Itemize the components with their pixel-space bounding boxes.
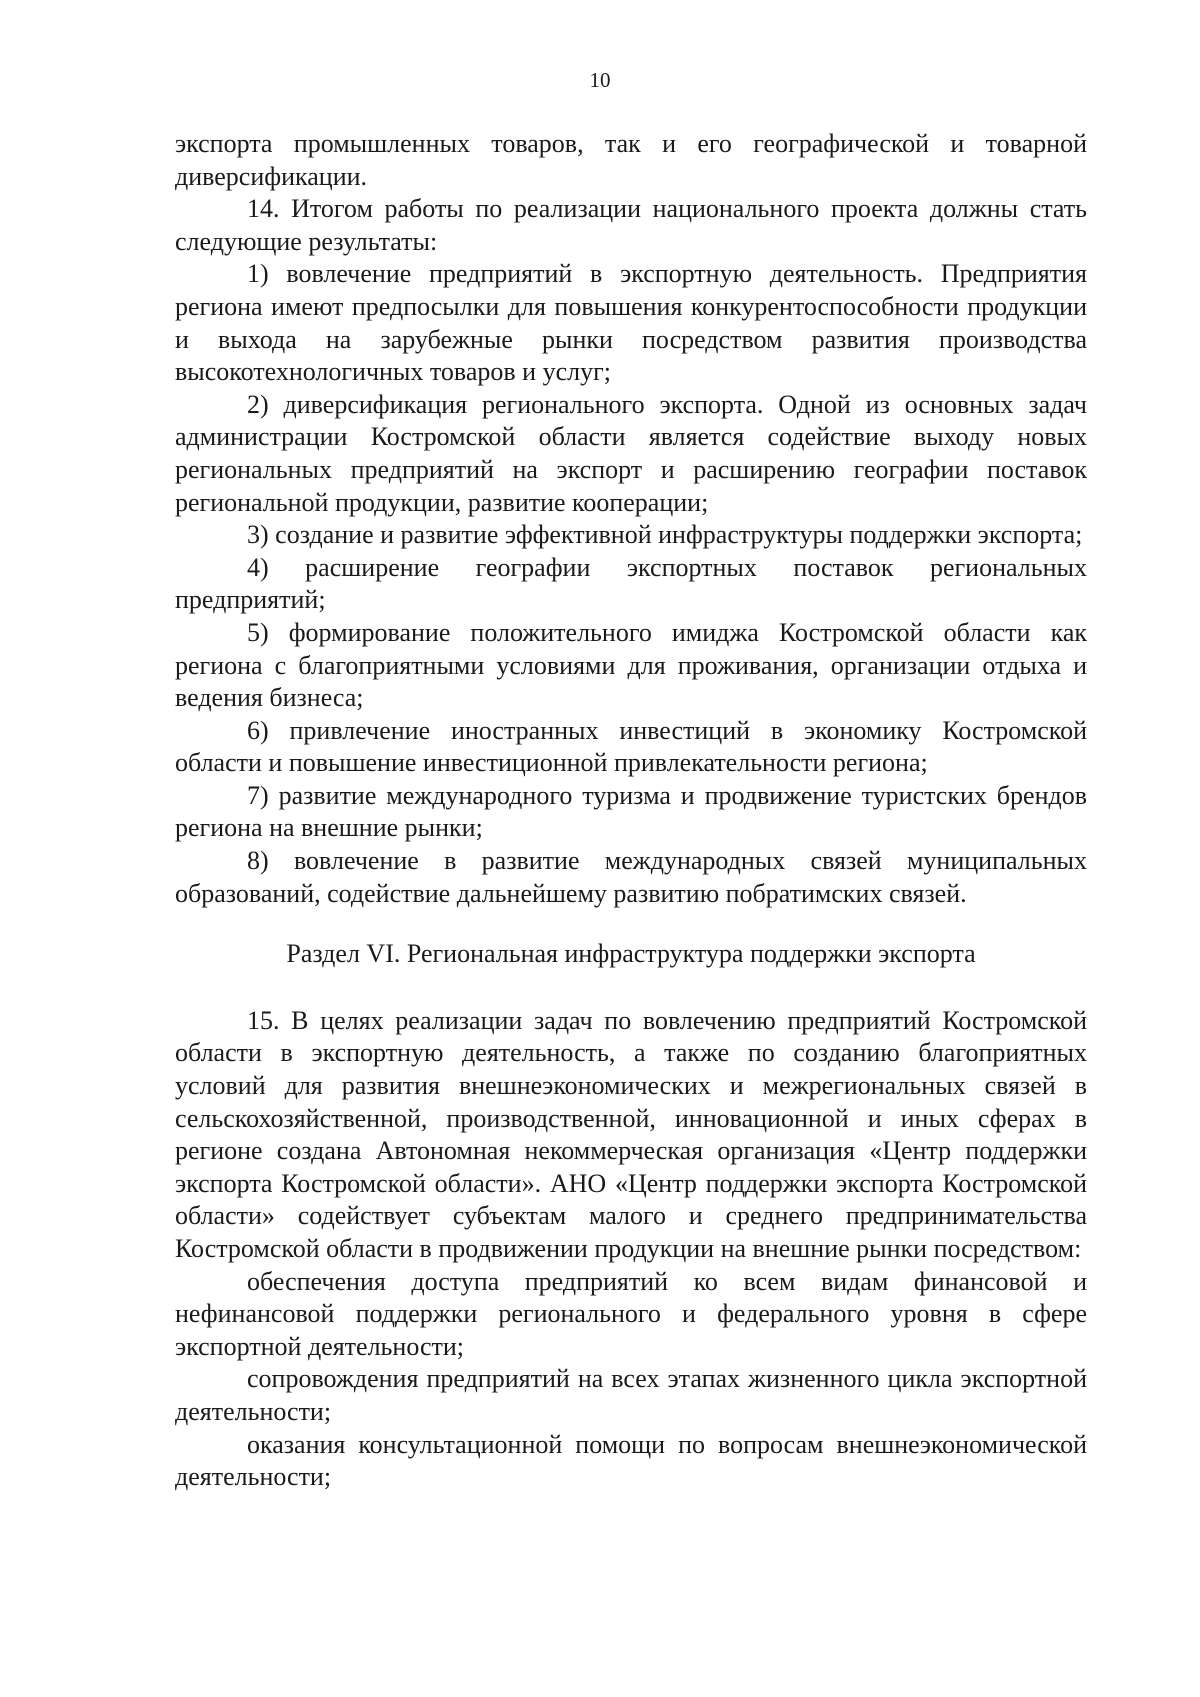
result-item-6: 6) привлечение иностранных инвестиций в экономику Костромской области и повышение инвестиционной привлекательности региона; [175,715,1087,778]
result-item-8: 8) вовлечение в развитие международных связей муниципальных образований, содействие дальнейшему развитию побратимских связей. [175,846,1087,908]
paragraph-item-14: 14. Итогом работы по реализации национального проекта должны стать следующие результаты: [175,194,1087,256]
section-heading: Раздел VI. Региональная инфраструктура поддержки экспорта [286,939,976,969]
support-item-access: обеспечения доступа предприятий ко всем видам финансовой и нефинансовой поддержки регионального и федерального уровня в сфере экспортной деятельности; [175,1266,1087,1361]
paragraph-continuation: экспорта промышленных товаров, так и его географической и товарной диверсификации. [175,129,1087,191]
support-item-escort: сопровождения предприятий на всех этапах жизненного цикла экспортной деятельности; [175,1364,1087,1426]
document-body [175,128,1087,1494]
result-item-3: 3) создание и развитие эффективной инфраструктуры поддержки экспорта; [247,520,1083,550]
result-item-4: 4) расширение географии экспортных поставок региональных предприятий; [175,552,1087,615]
result-item-7: 7) развитие международного туризма и продвижение туристских брендов региона на внешние рынки; [175,780,1087,843]
page-number: 10 [589,68,611,92]
support-item-consulting: оказания консультационной помощи по вопросам внешнеэкономической деятельности; [175,1429,1087,1492]
result-item-1: 1) вовлечение предприятий в экспортную деятельность. Предприятия региона имеют предпосылки для повышения конкурентоспособности продукции и выхода на зарубежные рынки посредством развития производства высокотехнологичных товаров и услуг; [175,259,1087,387]
result-item-5: 5) формирование положительного имиджа Костромской области как региона с благоприятными условиями для проживания, организации отдыха и ведения бизнеса; [175,617,1087,713]
paragraph-item-15: 15. В целях реализации задач по вовлечению предприятий Костромской области в экспортную деятельность, а также по созданию благоприятных условий для развития внешнеэкономических и межрегиональных связей в сельскохозяйственной, производственной, инновационной и иных сферах в регионе создана Автономная некоммерческая организация «Центр поддержки экспорта Костромской области». АНО «Центр поддержки экспорта Костромской области» содействует субъектам малого и среднего предпринимательства Костромской области в продвижении продукции на внешние рынки посредством: [175,1005,1087,1263]
result-item-2: 2) диверсификация регионального экспорта. Одной из основных задач администрации Костромской области является содействие выходу новых региональных предприятий на экспорт и расширению географии поставок региональной продукции, развитие кооперации; [175,389,1087,517]
